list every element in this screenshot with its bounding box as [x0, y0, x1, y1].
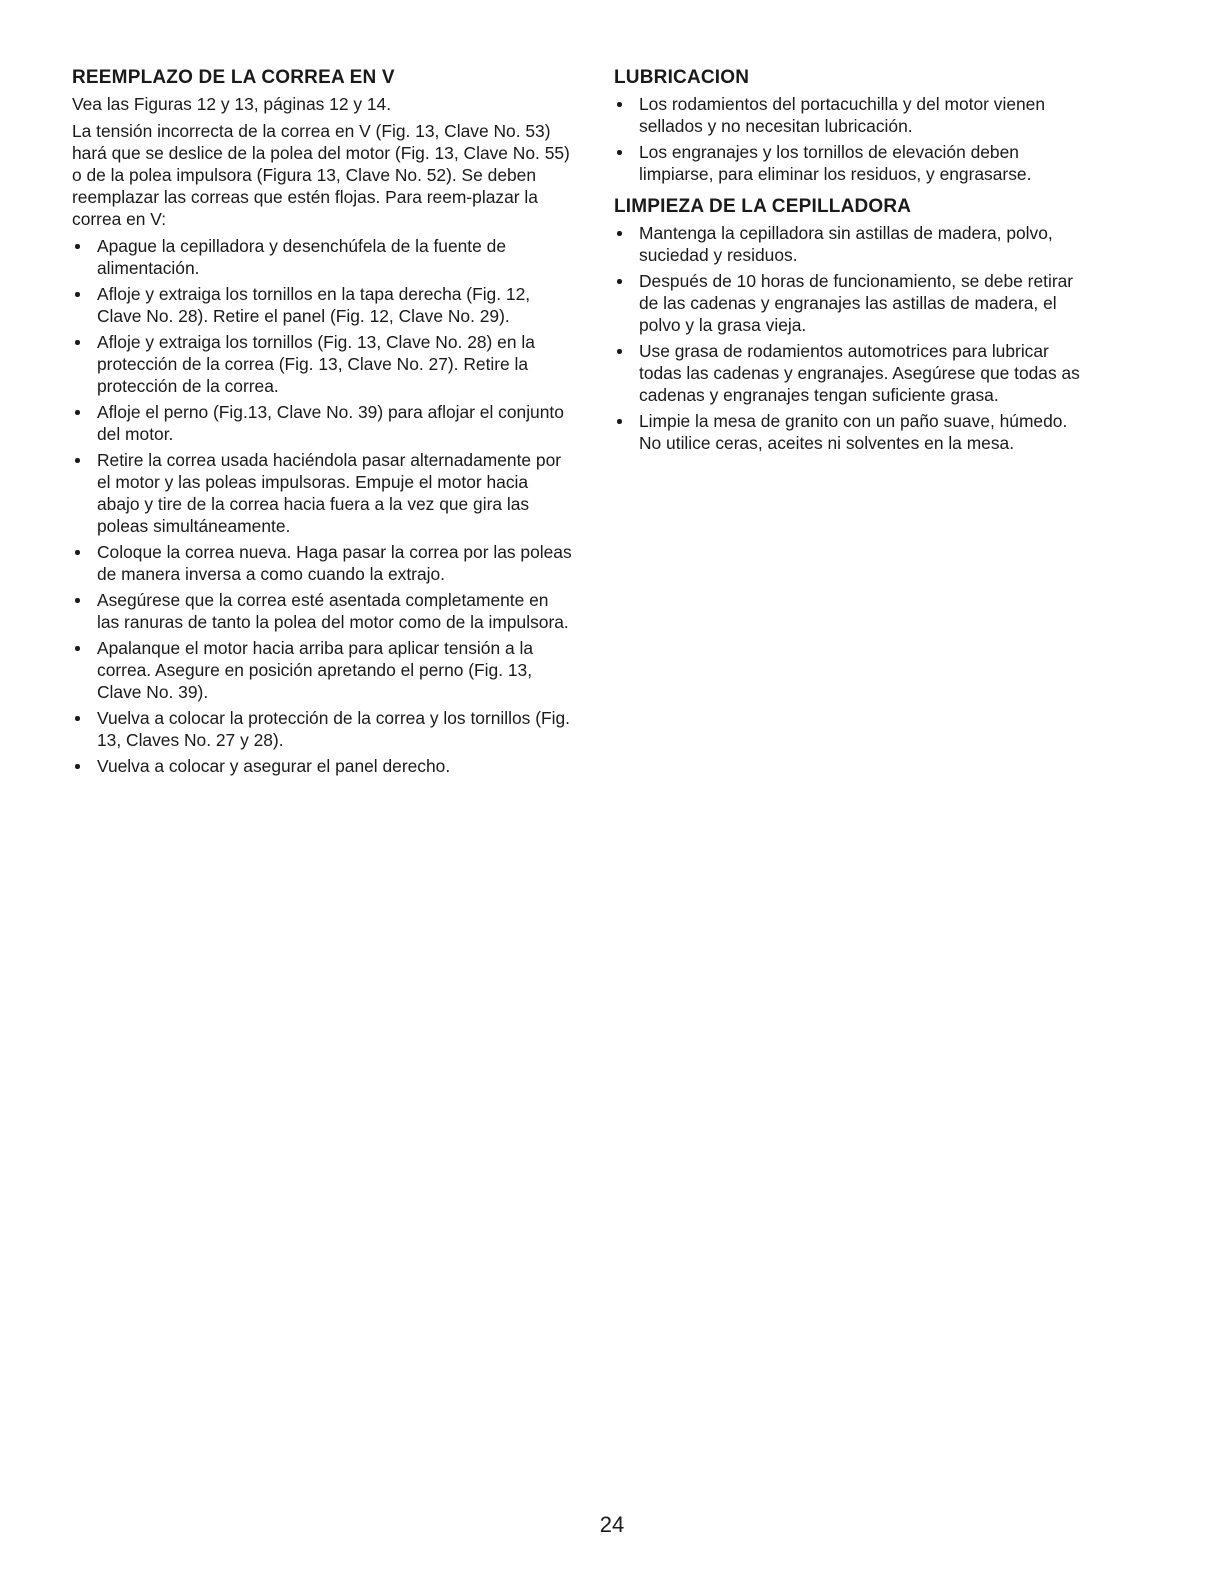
list-item: Coloque la correa nueva. Haga pasar la correa por las poleas de manera inversa a como cuando la extrajo.	[72, 541, 572, 585]
lubrication-list	[614, 93, 1094, 185]
list-item: Retire la correa usada haciéndola pasar alternadamente por el motor y las poleas impulsoras. Empuje el motor hacia abajo y tire de la correa hacia fuera a la vez que gira las poleas simultáneamente.	[72, 449, 572, 537]
left-column	[72, 66, 572, 781]
list-item: Asegúrese que la correa esté asentada completamente en las ranuras de tanto la polea del motor como de la impulsora.	[72, 589, 572, 633]
list-item: Después de 10 horas de funcionamiento, se debe retirar de las cadenas y engranajes las astillas de madera, el polvo y la grasa vieja.	[614, 270, 1094, 336]
list-item: Los engranajes y los tornillos de elevación deben limpiarse, para eliminar los residuos, y engrasarse.	[614, 141, 1094, 185]
list-item: Afloje el perno (Fig.13, Clave No. 39) para aflojar el conjunto del motor.	[72, 401, 572, 445]
list-item: Mantenga la cepilladora sin astillas de madera, polvo, suciedad y residuos.	[614, 222, 1094, 266]
section-heading-belt-replacement: REEMPLAZO DE LA CORREA EN V	[72, 67, 395, 88]
list-item: Apalanque el motor hacia arriba para aplicar tensión a la correa. Asegure en posición apretando el perno (Fig. 13, Clave No. 39).	[72, 637, 572, 703]
list-item: Apague la cepilladora y desenchúfela de la fuente de alimentación.	[72, 235, 572, 279]
list-item: Afloje y extraiga los tornillos (Fig. 13, Clave No. 28) en la protección de la correa (Fig. 13, Clave No. 27). Retire la protección de la correa.	[72, 331, 572, 397]
list-item: Los rodamientos del portacuchilla y del motor vienen sellados y no necesitan lubricación.	[614, 93, 1094, 137]
section-heading-lubrication: LUBRICACION	[614, 67, 750, 88]
intro-paragraph: La tensión incorrecta de la correa en V (Fig. 13, Clave No. 53) hará que se deslice de la polea del motor (Fig. 13, Clave No. 55) o de la polea impulsora (Figura 13, Clave No. 52). Se deben reemplazar las correas que estén flojas. Para reem-plazar la correa en V:	[72, 121, 570, 229]
section-heading-cleaning: LIMPIEZA DE LA CEPILLADORA	[614, 196, 912, 217]
list-item: Afloje y extraiga los tornillos en la tapa derecha (Fig. 12, Clave No. 28). Retire el panel (Fig. 12, Clave No. 29).	[72, 283, 572, 327]
belt-replacement-steps	[72, 235, 572, 777]
list-item: Limpie la mesa de granito con un paño suave, húmedo. No utilice ceras, aceites ni solventes en la mesa.	[614, 410, 1094, 454]
figure-reference: Vea las Figuras 12 y 13, páginas 12 y 14.	[72, 94, 392, 114]
page-number: 24	[599, 1512, 625, 1537]
list-item: Vuelva a colocar la protección de la correa y los tornillos (Fig. 13, Claves No. 27 y 28).	[72, 707, 572, 751]
list-item: Vuelva a colocar y asegurar el panel derecho.	[72, 755, 572, 777]
cleaning-list	[614, 222, 1094, 454]
list-item: Use grasa de rodamientos automotrices para lubricar todas las cadenas y engranajes. Asegúrese que todas as cadenas y engranajes tengan suficiente grasa.	[614, 340, 1094, 406]
right-column	[614, 66, 1094, 458]
